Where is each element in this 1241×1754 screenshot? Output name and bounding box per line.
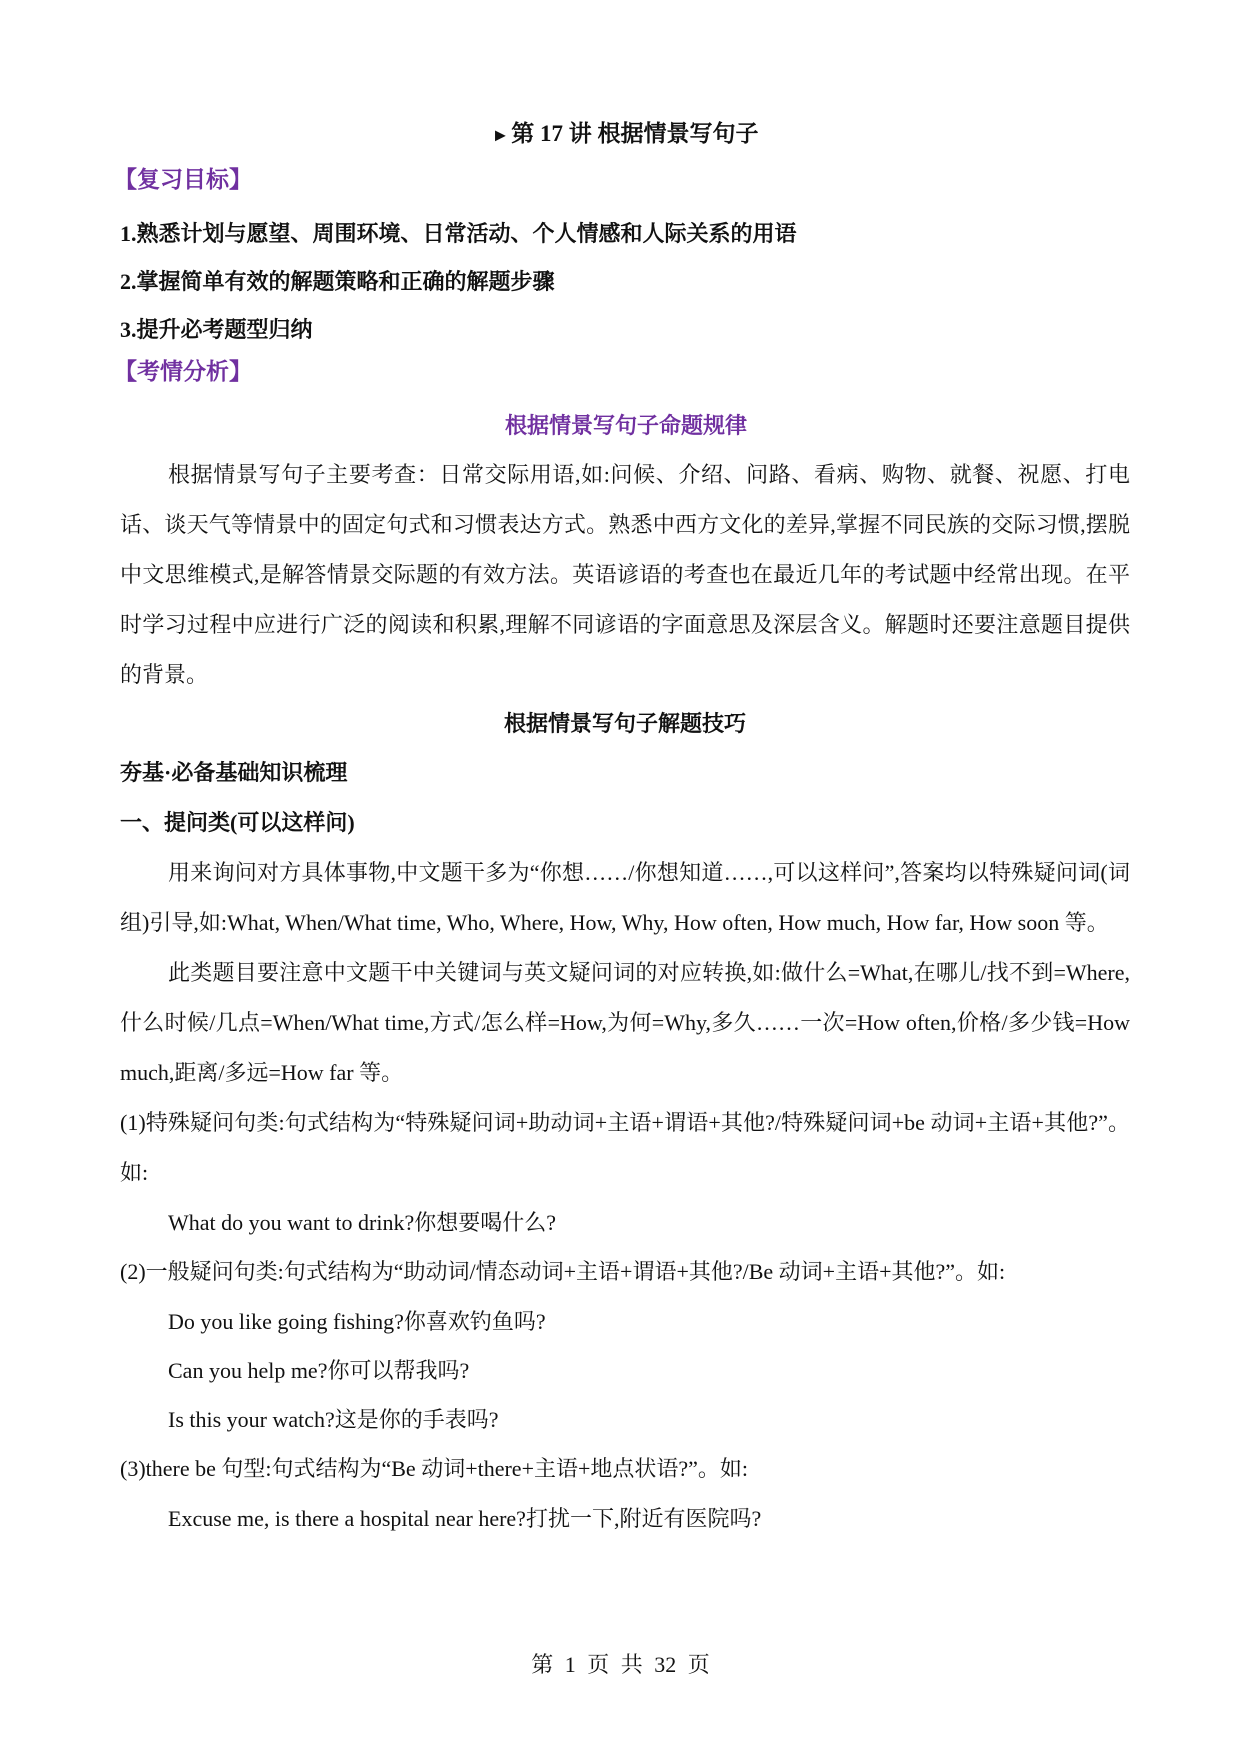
item-3-example-1: Excuse me, is there a hospital near here?打扰一下,附近有医院吗? — [168, 1506, 762, 1531]
pattern-heading: 根据情景写句子命题规律 — [504, 413, 747, 438]
goal-item-3: 3.提升必考题型归纳 — [120, 317, 313, 342]
title-arrow-icon: ► — [491, 125, 510, 145]
item-3-description: (3)there be 句型:句式结构为“Be 动词+there+主语+地点状语?”。如: — [120, 1456, 749, 1481]
skills-heading: 根据情景写句子解题技巧 — [503, 711, 746, 736]
section-one-paragraph-2: 此类题目要注意中文题干中关键词与英文疑问词的对应转换,如:做什么=What,在哪儿/找不到=Where,什么时候/几点=When/What time,方式/怎么样=How,为何=Why,多久……一次=How often,价格/多少钱=How much,距离/多远=How far 等。 — [120, 960, 1130, 1085]
section-one-paragraph-1: 用来询问对方具体事物,中文题干多为“你想……/你想知道……,可以这样问”,答案均以特殊疑问词(词组)引导,如:What, When/What time, Who, Where, How, Why, How often, How much, How far, How soon 等。 — [120, 860, 1130, 935]
item-1-description: (1)特殊疑问句类:句式结构为“特殊疑问词+助动词+主语+谓语+其他?/特殊疑问词+be 动词+主语+其他?”。如: — [120, 1110, 1130, 1185]
item-2-description: (2)一般疑问句类:句式结构为“助动词/情态动词+主语+谓语+其他?/Be 动词+主语+其他?”。如: — [120, 1259, 1006, 1284]
analysis-label: 【考情分析】 — [114, 359, 252, 384]
foundation-heading: 夯基·必备基础知识梳理 — [120, 760, 348, 785]
item-2-example-1: Do you like going fishing?你喜欢钓鱼吗? — [168, 1309, 546, 1334]
goal-item-2: 2.掌握简单有效的解题策略和正确的解题步骤 — [120, 269, 555, 294]
item-2-example-2: Can you help me?你可以帮我吗? — [168, 1358, 470, 1383]
pattern-paragraph: 根据情景写句子主要考查：日常交际用语,如:问候、介绍、问路、看病、购物、就餐、祝愿、打电话、谈天气等情景中的固定句式和习惯表达方式。熟悉中西方文化的差异,掌握不同民族的交际习惯,摆脱中文思维模式,是解答情景交际题的有效方法。英语谚语的考查也在最近几年的考试题中经常出现。在平时学习过程中应进行广泛的阅读和积累,理解不同谚语的字面意思及深层含义。解题时还要注意题目提供的背景。 — [120, 462, 1130, 687]
lecture-title-text: 第 17 讲 根据情景写句子 — [511, 121, 759, 146]
page-footer: 第 1 页 共 32 页 — [531, 1652, 710, 1677]
item-2-example-3: Is this your watch?这是你的手表吗? — [168, 1407, 499, 1432]
document-page — [114, 105, 1130, 1543]
lecture-title — [120, 119, 1130, 150]
review-goals-label: 【复习目标】 — [114, 167, 252, 192]
section-one-heading: 一、提问类(可以这样问) — [120, 810, 355, 835]
goal-item-1: 1.熟悉计划与愿望、周围环境、日常活动、个人情感和人际关系的用语 — [120, 221, 797, 246]
item-1-example-1: What do you want to drink?你想要喝什么? — [168, 1210, 556, 1235]
